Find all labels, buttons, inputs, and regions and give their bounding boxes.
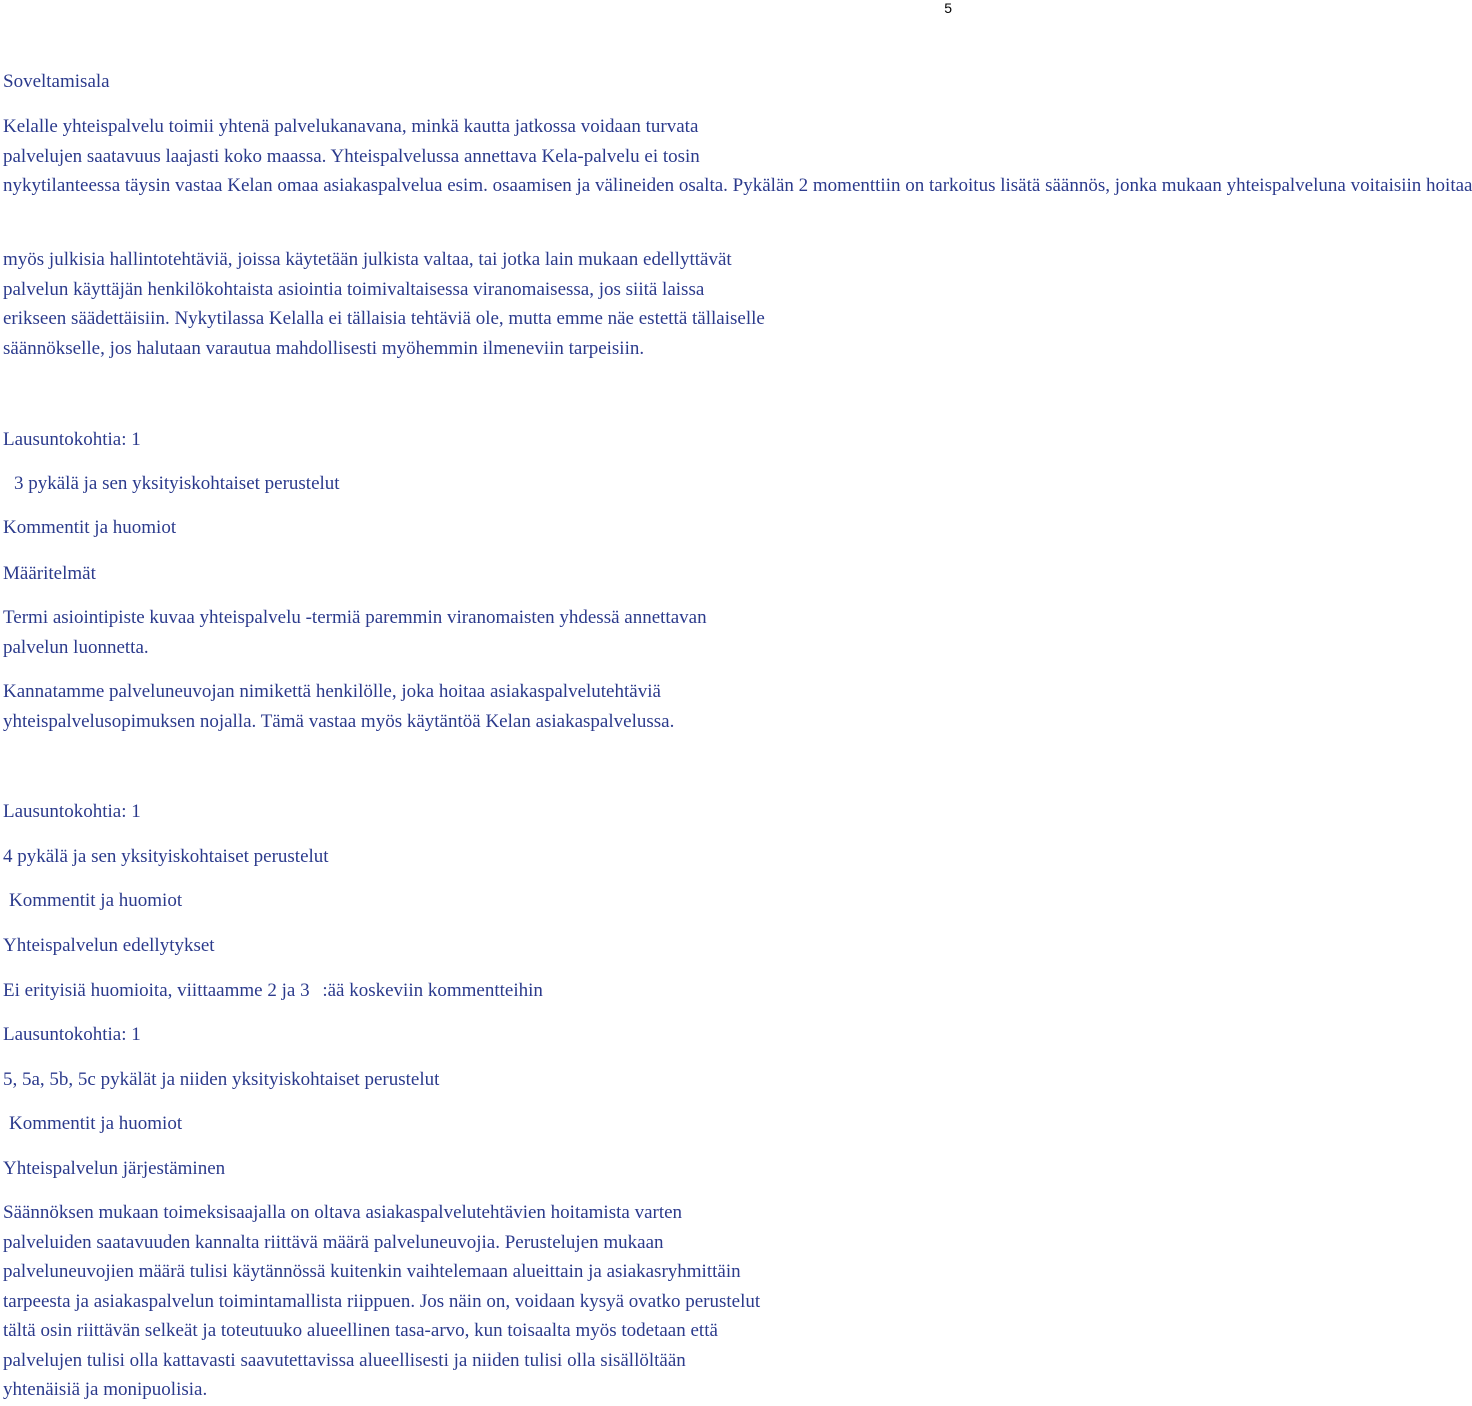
kommentit-heading-5: Kommentit ja huomiot — [9, 1113, 183, 1134]
text-line: nykytilanteessa täysin vastaa Kelan omaa asiakaspalvelua esim. osaamisen ja välineiden osalta. Pykälän 2 momenttiin on tarkoitus lisätä säännös, jonka mukaan yhteispalveluna voitaisiin hoitaa — [3, 175, 1472, 196]
subheading-edellytykset: Yhteispalvelun edellytykset — [3, 935, 215, 956]
lausuntokohtia-label-5: Lausuntokohtia: 1 — [3, 1024, 141, 1045]
text-line: yhteispalvelusopimuksen nojalla. Tämä vastaa myös käytäntöä Kelan asiakaspalvelussa. — [3, 710, 675, 732]
soveltamisala-paragraph-2 — [3, 245, 765, 363]
section-title-5: 5, 5a, 5b, 5c pykälät ja niiden yksityiskohtaiset perustelut — [3, 1069, 440, 1090]
text-line: yhtenäisiä ja monipuolisia. — [3, 1379, 208, 1400]
text-line: palvelun luonnetta. — [3, 636, 149, 658]
text-line: Kannatamme palveluneuvojan nimikettä henkilölle, joka hoitaa asiakaspalvelutehtäviä — [3, 681, 661, 702]
text-line: säännökselle, jos halutaan varautua mahdollisesti myöhemmin ilmeneviin tarpeisiin. — [3, 337, 645, 359]
text-line: Kelalle yhteispalvelu toimii yhtenä palvelukanavana, minkä kautta jatkossa voidaan turvata — [3, 116, 699, 137]
subheading-jarjestaminen: Yhteispalvelun järjestäminen — [3, 1158, 226, 1179]
text-line: myös julkisia hallintotehtäviä, joissa käytetään julkista valtaa, tai jotka lain mukaan edellyttävät — [3, 249, 732, 270]
text-line: palvelujen saatavuus laajasti koko maassa. Yhteispalvelussa annettava Kela-palvelu ei tosin — [3, 145, 700, 167]
text-line: Termi asiointipiste kuvaa yhteispalvelu -termiä paremmin viranomaisten yhdessä annettavan — [3, 607, 707, 628]
section-title-3: 3 pykälä ja sen yksityiskohtaiset perustelut — [14, 473, 340, 494]
text-line: Säännöksen mukaan toimeksisaajalla on oltava asiakaspalvelutehtävien hoitamista varten — [3, 1202, 683, 1223]
kommentit-heading-4: Kommentit ja huomiot — [9, 890, 183, 911]
page-number: 5 — [944, 0, 952, 16]
text-segment: Ei erityisiä huomioita, viittaamme 2 ja 3 — [3, 980, 315, 1001]
section5-paragraph — [3, 1198, 760, 1405]
section4-paragraph — [3, 976, 543, 1006]
subheading-maaritelmat: Määritelmät — [3, 563, 96, 584]
section-heading-soveltamisala: Soveltamisala — [3, 71, 110, 92]
text-line: erikseen säädettäisiin. Nykytilassa Kelalla ei tällaisia tehtäviä ole, mutta emme näe estettä tällaiselle — [3, 308, 765, 329]
section3-paragraph-1 — [3, 603, 707, 662]
text-line: palveluiden saatavuuden kannalta riittävä määrä palveluneuvojia. Perustelujen mukaan — [3, 1231, 664, 1253]
lausuntokohtia-label-3: Lausuntokohtia: 1 — [3, 429, 141, 450]
text-line: tarpeesta ja asiakaspalvelun toimintamallista riippuen. Jos näin on, voidaan kysyä ovatko perustelut — [3, 1290, 761, 1312]
section-title-4: 4 pykälä ja sen yksityiskohtaiset perustelut — [3, 846, 329, 867]
lausuntokohtia-label-4: Lausuntokohtia: 1 — [3, 801, 141, 822]
soveltamisala-paragraph-1 — [3, 112, 1472, 201]
text-line: tältä osin riittävän selkeät ja toteutuuko alueellinen tasa-arvo, kun toisaalta myös todetaan että — [3, 1320, 718, 1341]
kommentit-heading-3: Kommentit ja huomiot — [3, 517, 177, 538]
text-segment: :ää koskeviin kommentteihin — [322, 980, 543, 1001]
text-line: palvelun käyttäjän henkilökohtaista asiointia toimivaltaisessa viranomaisessa, jos siitä laissa — [3, 278, 705, 300]
section3-paragraph-2 — [3, 677, 674, 736]
text-line: palveluneuvojien määrä tulisi käytännössä kuitenkin vaihtelemaan alueittain ja asiakasryhmittäin — [3, 1261, 741, 1282]
text-line: palvelujen tulisi olla kattavasti saavutettavissa alueellisesti ja niiden tulisi olla sisällöltään — [3, 1349, 686, 1371]
